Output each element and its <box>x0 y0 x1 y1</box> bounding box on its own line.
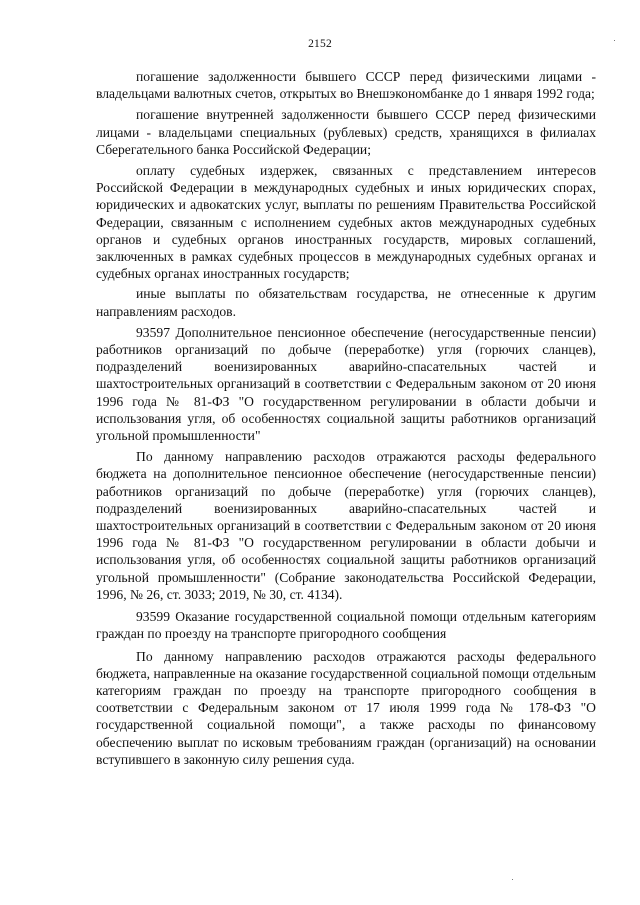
paragraph-court-costs: оплату судебных издержек, связанных с представлением интересов Российской Федерации в международных судебных и иных юридических спорах, юридических и адвокатских услуг, выплаты по решениям Правительства Российской Федерации, связанным с исполнением судебных актов международных судебных органов и судебных органов иностранных государств, мировых соглашений, заключенных в рамках судебных процессов в международных судебных органах и судебных органах иностранных государств; <box>96 163 596 282</box>
scan-speck <box>614 40 615 41</box>
paragraph-93597-description: По данному направлению расходов отражаются расходы федерального бюджета на дополнительное пенсионное обеспечение (негосударственные пенсии) работников организаций по добыче (переработке) угля (горючих сланцев), подразделений военизированных аварийно-спасательных частей и шахтостроительных организаций в соответствии с Федеральным законом от 20 июня 1996 года № 81-ФЗ "О государственном регулировании в области добычи и использования угля, об особенностях социальной защиты работников организаций угольной промышленности" (Собрание законодательства Российской Федерации, 1996, № 26, ст. 3033; 2019, № 30, ст. 4134). <box>96 449 596 602</box>
page-number: 2152 <box>308 38 332 50</box>
paragraph-93599-description: По данному направлению расходов отражаются расходы федерального бюджета, направленные на оказание государственной социальной помощи отдельным категориям граждан по проезду на транспорте пригородного сообщения в соответствии с Федеральным законом от 17 июля 1999 года № 178-ФЗ "О государственной социальной помощи", а также расходы по финансовому обеспечению выплат по исковым требованиям граждан (организаций) на основании вступившего в законную силу решения суда. <box>96 648 596 767</box>
document-body <box>96 68 596 768</box>
paragraph-other-payments: иные выплаты по обязательствам государства, не отнесенные к другим направлениям расходов. <box>96 286 596 319</box>
paragraph-93599-heading: 93599 Оказание государственной социальной помощи отдельным категориям граждан по проезду на транспорте пригородного сообщения <box>96 609 596 642</box>
paragraph-93597-heading: 93597 Дополнительное пенсионное обеспечение (негосударственные пенсии) работников организаций по добыче (переработке) угля (горючих сланцев), подразделений военизированных аварийно-спасательных частей и шахтостроительных организаций в соответствии с Федеральным законом от 20 июня 1996 года № 81-ФЗ "О государственном регулировании в области добычи и использования угля, об особенностях социальной защиты работников организаций угольной промышленности" <box>96 324 596 444</box>
paragraph-debt-currency-accounts: погашение задолженности бывшего СССР перед физическими лицами - владельцами валютных счетов, открытых во Внешэкономбанке до 1 января 1992 года; <box>96 69 596 102</box>
scan-speck <box>512 879 513 880</box>
paragraph-internal-debt: погашение внутренней задолженности бывшего СССР перед физическими лицами - владельцами специальных (рублевых) средств, хранящихся в филиалах Сберегательного банка Российской Федерации; <box>96 107 596 157</box>
